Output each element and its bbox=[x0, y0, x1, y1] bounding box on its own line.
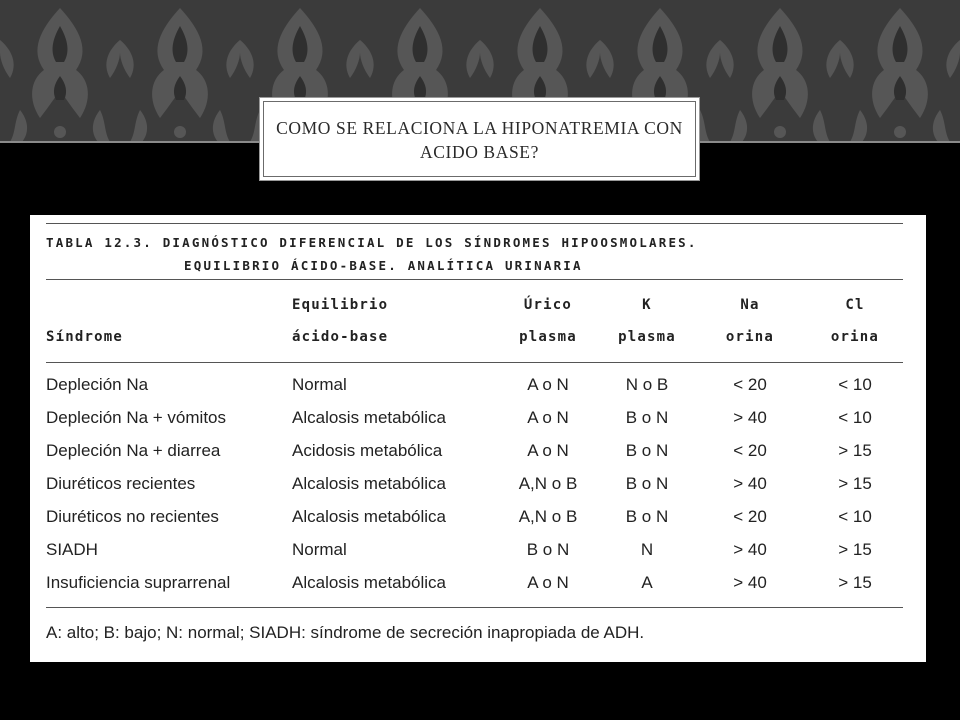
table-cell: A o N bbox=[527, 375, 569, 394]
table-cell: > 15 bbox=[838, 573, 872, 592]
column-header-1-bottom: ácido-base bbox=[292, 329, 389, 345]
table-cell: Normal bbox=[292, 540, 347, 559]
table-cell: Depleción Na + vómitos bbox=[46, 408, 227, 427]
table-cell: < 10 bbox=[838, 507, 872, 526]
table-cell: Alcalosis metabólica bbox=[292, 474, 447, 493]
table-cell: Depleción Na bbox=[46, 375, 149, 394]
column-header-2-top: Úrico bbox=[523, 297, 573, 313]
table-cell: > 40 bbox=[733, 540, 767, 559]
column-header-2-bottom: plasma bbox=[519, 329, 577, 345]
column-header-4-bottom: orina bbox=[725, 329, 775, 345]
table-cell: A bbox=[641, 573, 653, 592]
table-cell: A o N bbox=[527, 408, 569, 427]
table-cell: > 40 bbox=[733, 573, 767, 592]
table-bottom-rule bbox=[46, 607, 903, 608]
table-cell: Alcalosis metabólica bbox=[292, 408, 447, 427]
table-cell: A,N o B bbox=[518, 507, 578, 526]
table-cell: Insuficiencia suprarrenal bbox=[46, 573, 231, 592]
table-caption-line2: EQUILIBRIO ÁCIDO-BASE. ANALÍTICA URINARIA bbox=[184, 258, 583, 273]
column-header-1-top: Equilibrio bbox=[292, 297, 389, 313]
table-cell: > 40 bbox=[733, 474, 767, 493]
table-cell: > 15 bbox=[838, 540, 872, 559]
column-header-0-bottom: Síndrome bbox=[46, 329, 124, 345]
column-header-5-bottom: orina bbox=[830, 329, 880, 345]
table-caption-line1: TABLA 12.3. DIAGNÓSTICO DIFERENCIAL DE LOS SÍNDROMES HIPOOSMOLARES. bbox=[46, 235, 698, 250]
table-footnote: A: alto; B: bajo; N: normal; SIADH: síndrome de secreción inapropiada de ADH. bbox=[46, 623, 645, 642]
table-cell: A,N o B bbox=[518, 474, 578, 493]
slide-title: COMO SE RELACIONA LA HIPONATREMIA CON ACIDO BASE? bbox=[276, 118, 683, 162]
table-cell: Alcalosis metabólica bbox=[292, 507, 447, 526]
table-cell: N bbox=[640, 540, 654, 559]
column-header-3-bottom: plasma bbox=[618, 329, 676, 345]
table-cell: Diuréticos recientes bbox=[46, 474, 196, 493]
table-cell: > 15 bbox=[838, 474, 872, 493]
table-cell: < 20 bbox=[733, 441, 767, 460]
table-image-panel bbox=[30, 215, 926, 662]
column-header-4-top: Na bbox=[740, 297, 760, 313]
table-cell: Diuréticos no recientes bbox=[46, 507, 219, 526]
caption-rule bbox=[46, 279, 903, 280]
column-header-5-top: Cl bbox=[845, 297, 865, 313]
header-rule bbox=[46, 362, 903, 363]
table-cell: > 15 bbox=[838, 441, 872, 460]
table-cell: < 10 bbox=[838, 375, 872, 394]
table-cell: A o N bbox=[527, 441, 569, 460]
table-cell: A o N bbox=[527, 573, 569, 592]
table-cell: Acidosis metabólica bbox=[292, 441, 443, 460]
table-cell: B o N bbox=[526, 540, 570, 559]
table-cell: N o B bbox=[625, 375, 669, 394]
table-cell: < 20 bbox=[733, 507, 767, 526]
table-cell: B o N bbox=[625, 408, 669, 427]
column-header-3-top: K bbox=[642, 297, 652, 313]
table-cell: < 10 bbox=[838, 408, 872, 427]
table-cell: > 40 bbox=[733, 408, 767, 427]
table-caption bbox=[46, 231, 698, 277]
table-cell: B o N bbox=[625, 441, 669, 460]
table-cell: Normal bbox=[292, 375, 347, 394]
table-cell: SIADH bbox=[46, 540, 98, 559]
table-top-rule bbox=[46, 223, 903, 224]
table-cell: < 20 bbox=[733, 375, 767, 394]
table-cell: Depleción Na + diarrea bbox=[46, 441, 221, 460]
table-cell: B o N bbox=[625, 507, 669, 526]
table-cell: B o N bbox=[625, 474, 669, 493]
table-cell: Alcalosis metabólica bbox=[292, 573, 447, 592]
slide-title-box bbox=[259, 97, 700, 181]
